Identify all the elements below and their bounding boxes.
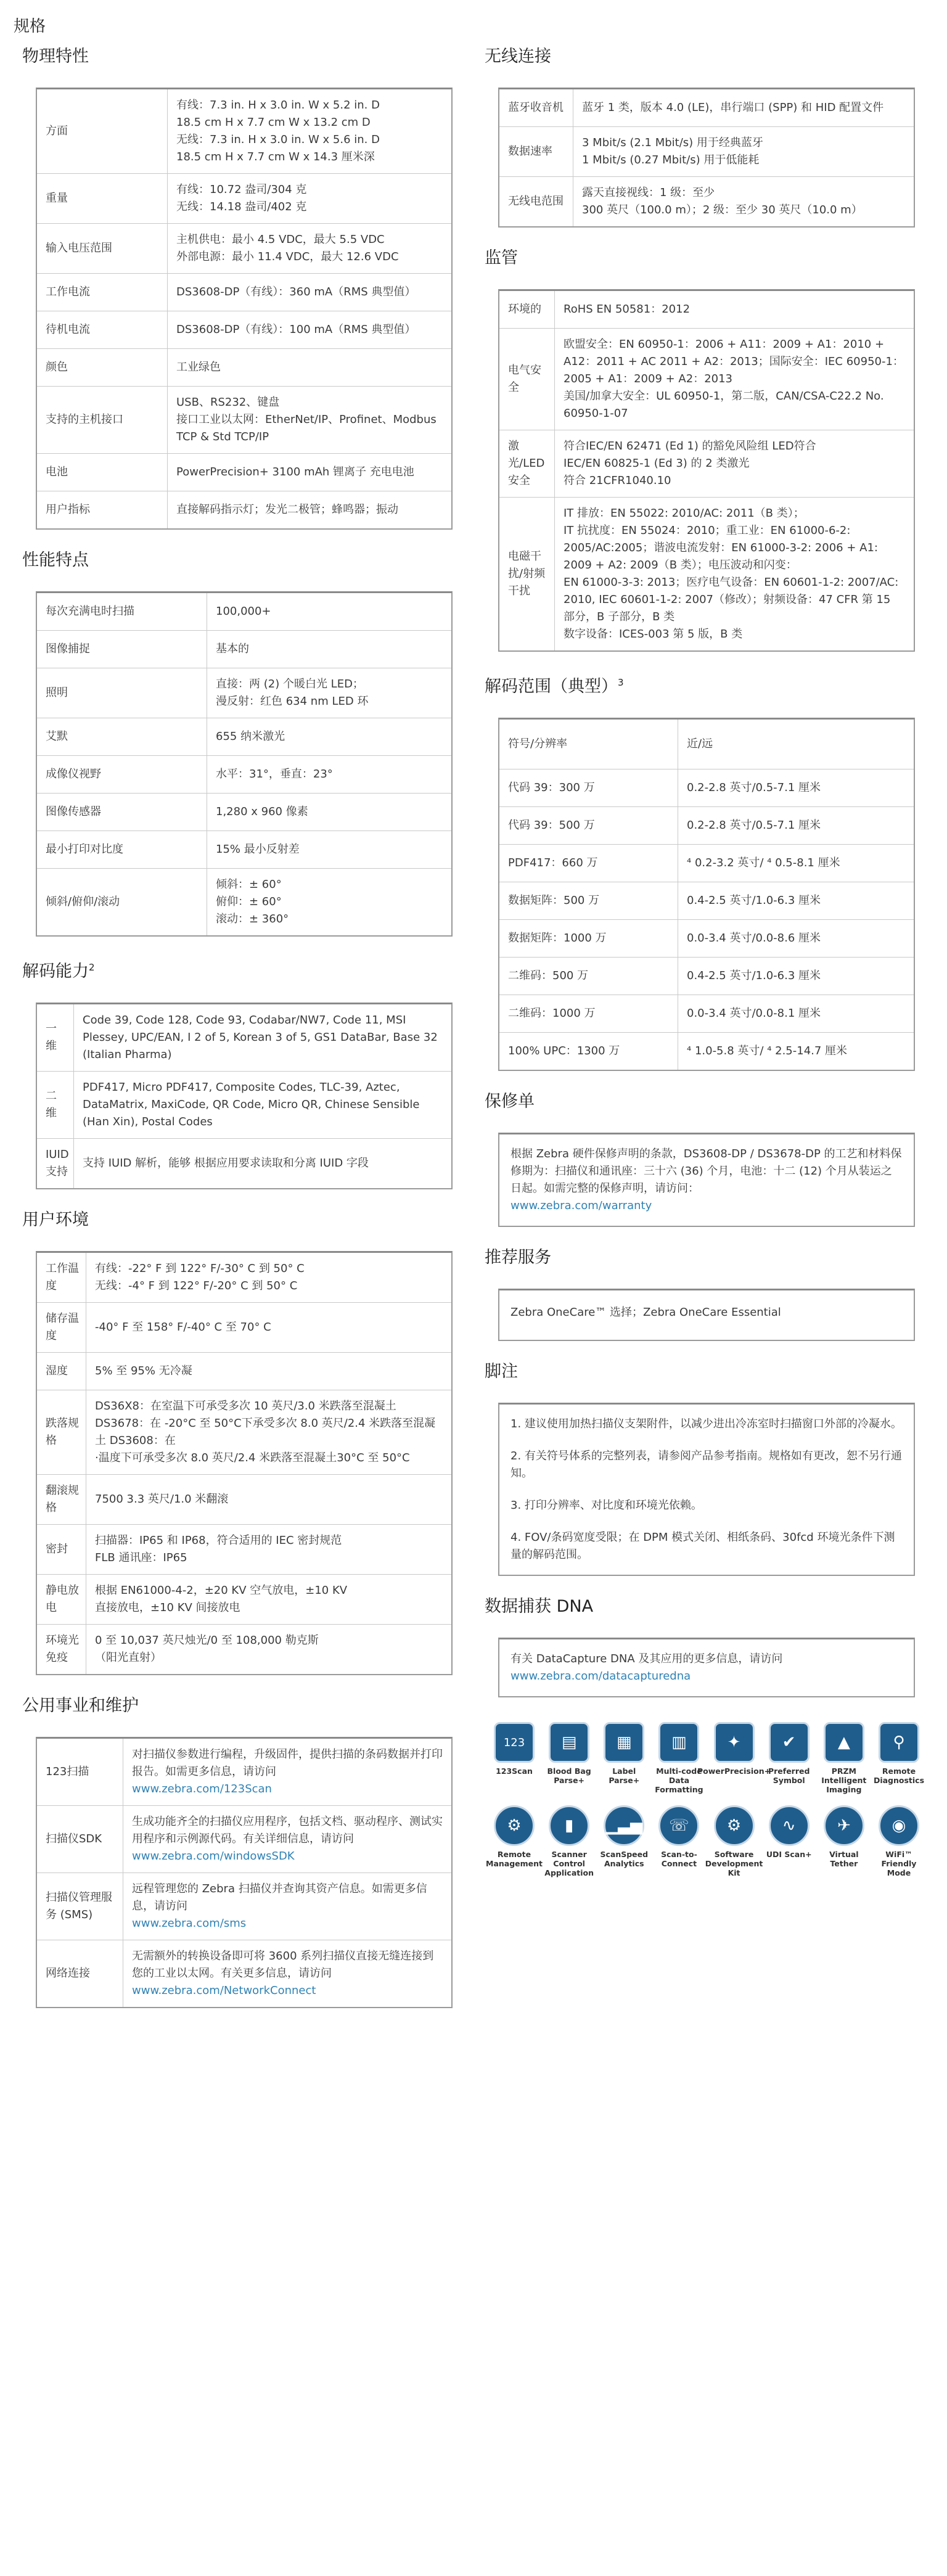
range-key: 100% UPC：1300 万 <box>499 1033 678 1070</box>
dna-feature-icon: ▁▃▅ <box>604 1805 644 1846</box>
performance-title: 性能特点 <box>22 551 89 570</box>
decode-value-text: PDF417, Micro PDF417, Composite Codes, TLC-39, Aztec, DataMatrix, MaxiCode, QR Code, Micro QR, Chinese Sensible (Han Xin), Postal Codes <box>83 1081 420 1128</box>
dna-icon-item[interactable] <box>546 1805 592 1877</box>
decode-table <box>36 1003 453 1189</box>
environment-value-text: 0 至 10,037 英尺烛光/0 至 108,000 勒克斯 （阳光直射） <box>95 1634 319 1664</box>
regulatory-value-text: 符合IEC/EN 62471 (Ed 1) 的豁免风险组 LED符合 IEC/EN 60825-1 (Ed 3) 的 2 类激光 符合 21CFR1040.10 <box>564 440 816 487</box>
performance-value-text: 15% 最小反射差 <box>216 843 300 856</box>
regulatory-value-text: 欧盟安全：EN 60950-1：2006 + A11：2009 + A1：2010 + A12：2011 + AC 2011 + A2：2013；国际安全：IEC 60950-1：2005 + A1：2009 + A2：2013 美国/加拿大安全：UL 60950-1，第二版，CAN/CSA-C22.2 No. 60950-1-07 <box>564 338 904 420</box>
physical-value-text: 有线：10.72 盎司/304 克 无线：14.18 盎司/402 克 <box>176 183 307 213</box>
physical-table <box>36 88 453 530</box>
physical-row <box>37 454 451 491</box>
dna-icon-item[interactable] <box>873 1722 925 1794</box>
decode-title-text: 解码能力 <box>22 962 89 981</box>
environment-value-text: 有线：-22° F 到 122° F/-30° C 到 50° C 无线：-4° F 到 122° F/-20° C 到 50° C <box>95 1262 305 1292</box>
services-text: Zebra OneCare™ 选择；Zebra OneCare Essential <box>510 1306 781 1319</box>
dna-feature-icon: ✔ <box>769 1722 810 1763</box>
wireless-key: 蓝牙收音机 <box>499 89 573 126</box>
physical-value-text: PowerPrecision+ 3100 mAh 锂离子 充电电池 <box>176 466 414 478</box>
utility-link[interactable]: www.zebra.com/windowsSDK <box>132 1850 295 1863</box>
dna-feature-icon: ◉ <box>879 1805 919 1846</box>
performance-key: 照明 <box>37 668 207 718</box>
environment-value <box>86 1390 451 1474</box>
dna-icon-row-2 <box>486 1805 922 1877</box>
range-table <box>498 718 915 1071</box>
dna-icon-item[interactable] <box>766 1805 813 1877</box>
dna-icon-item[interactable] <box>766 1722 813 1794</box>
performance-key: 倾斜/俯仰/滚动 <box>37 869 207 935</box>
physical-row <box>37 224 451 274</box>
performance-value <box>207 593 451 630</box>
dna-icon-label: 123Scan <box>496 1766 533 1776</box>
dna-icon-label: Preferred Symbol <box>768 1766 810 1785</box>
dna-feature-icon: ⚙ <box>714 1805 755 1846</box>
range-value-text: 0.0-3.4 英寸/0.0-8.6 厘米 <box>687 932 821 945</box>
environment-key: 静电放电 <box>37 1575 86 1624</box>
environment-value <box>86 1575 451 1624</box>
wireless-table <box>498 88 915 228</box>
utility-key: 扫描仪管理服务 (SMS) <box>37 1873 123 1940</box>
utility-row <box>37 1806 451 1873</box>
performance-row <box>37 869 451 935</box>
dna-icon-row-1 <box>491 1722 925 1794</box>
range-value <box>678 1033 914 1070</box>
physical-value <box>168 89 451 173</box>
environment-value <box>86 1253 451 1302</box>
physical-value <box>168 224 451 273</box>
range-value <box>678 920 914 957</box>
dna-icon-item[interactable] <box>601 1722 647 1794</box>
dna-feature-icon: ▲ <box>824 1722 864 1763</box>
performance-key: 成像仪视野 <box>37 756 207 793</box>
regulatory-value <box>555 291 914 328</box>
utility-key: 123扫描 <box>37 1739 123 1805</box>
performance-key: 最小打印对比度 <box>37 831 207 868</box>
utility-value <box>123 1873 451 1940</box>
dna-feature-icon: ✦ <box>714 1722 755 1763</box>
physical-value <box>168 311 451 348</box>
range-value <box>678 769 914 806</box>
environment-value-text: 7500 3.3 英尺/1.0 米翻滚 <box>95 1493 229 1506</box>
dna-icon-label: Multi-code Data Formatting <box>655 1766 703 1794</box>
performance-row <box>37 794 451 831</box>
dna-link[interactable]: www.zebra.com/datacapturedna <box>510 1670 691 1683</box>
range-footnote-ref: 3 <box>618 677 624 688</box>
performance-value <box>207 831 451 868</box>
environment-title: 用户环境 <box>22 1210 89 1229</box>
decode-value <box>74 1004 451 1071</box>
decode-value <box>74 1072 451 1138</box>
utility-value-text: 生成功能齐全的扫描仪应用程序，包括文档、驱动程序、测试实用程序和示例源代码。有关详细信息，请访问 <box>132 1815 443 1845</box>
dna-icon-item[interactable] <box>655 1805 702 1877</box>
physical-key: 颜色 <box>37 349 168 386</box>
performance-key: 图像捕捉 <box>37 631 207 668</box>
decode-title <box>22 955 461 984</box>
dna-icon-label: Software Development Kit <box>705 1850 763 1877</box>
regulatory-key: 电气安全 <box>499 329 555 430</box>
environment-key: 环境光免疫 <box>37 1625 86 1674</box>
utility-title: 公用事业和维护 <box>22 1696 139 1715</box>
physical-value <box>168 387 451 453</box>
environment-value-text: -40° F 至 158° F/-40° C 至 70° C <box>95 1321 271 1334</box>
dna-icon-label: Remote Diagnostics <box>873 1766 925 1785</box>
dna-feature-icon: ⚙ <box>494 1805 535 1846</box>
decode-key: 一维 <box>37 1004 74 1071</box>
page-title: 规格 <box>14 17 46 36</box>
footnote-2: 2. 有关符号体系的完整列表，请参阅产品参考指南。规格如有更改，恕不另行通知。 <box>510 1450 902 1480</box>
regulatory-value <box>555 329 914 430</box>
environment-key: 储存温度 <box>37 1303 86 1352</box>
environment-table <box>36 1251 453 1675</box>
utility-row <box>37 1873 451 1940</box>
dna-icon-item[interactable] <box>697 1722 771 1794</box>
range-key: 代码 39：500 万 <box>499 807 678 844</box>
footnote-4: 4. FOV/条码宽度受限；在 DPM 模式关闭、相纸条码、30fcd 环境光条件下测量的解码范围。 <box>510 1531 895 1561</box>
warranty-text: 根据 Zebra 硬件保修声明的条款，DS3608-DP / DS3678-DP 的工艺和材料保修期为：扫描仪和通讯座：三十六 (36) 个月，电池：十二 (12) 个月从装运之日起。如需完整的保修声明，请访问： <box>510 1147 902 1195</box>
dna-icon-item[interactable] <box>821 1805 867 1877</box>
range-row <box>499 995 914 1033</box>
performance-row <box>37 593 451 631</box>
environment-key: 翻滚规格 <box>37 1475 86 1524</box>
range-value <box>678 995 914 1032</box>
range-key: 二维码：500 万 <box>499 958 678 995</box>
regulatory-title: 监管 <box>485 248 518 268</box>
wireless-value <box>573 177 914 226</box>
physical-key: 待机电流 <box>37 311 168 348</box>
decode-row <box>37 1072 451 1139</box>
performance-value <box>207 718 451 755</box>
wireless-key: 无线电范围 <box>499 177 573 226</box>
utility-value <box>123 1739 451 1805</box>
footnote-3: 3. 打印分辨率、对比度和环境光依赖。 <box>510 1499 702 1512</box>
environment-value <box>86 1625 451 1674</box>
utility-row <box>37 1940 451 2007</box>
dna-icon-item[interactable] <box>601 1805 647 1877</box>
regulatory-value <box>555 430 914 497</box>
right-column <box>485 44 924 1889</box>
physical-value-text: 有线：7.3 in. H x 3.0 in. W x 5.2 in. D 18.5 cm H x 7.7 cm W x 13.2 cm D 无线：7.3 in. H x 3.0 in. W x 5.6 in. D 18.5 cm H x 7.7 cm W x 14.3 厘米深 <box>176 99 380 163</box>
dna-feature-icon: ∿ <box>769 1805 810 1846</box>
performance-key: 每次充满电时扫描 <box>37 593 207 630</box>
dna-feature-icon: ☏ <box>658 1805 699 1846</box>
regulatory-row <box>499 498 914 650</box>
range-row <box>499 920 914 958</box>
utility-value <box>123 1806 451 1873</box>
range-row <box>499 882 914 920</box>
range-row <box>499 1033 914 1070</box>
decode-value-text: Code 39, Code 128, Code 93, Codabar/NW7, Code 11, MSI Plessey, UPC/EAN, I 2 of 5, Korean 3 of 5, GS1 DataBar, Base 32 (Italian Pharma) <box>83 1014 438 1061</box>
environment-row <box>37 1525 451 1575</box>
dna-icons <box>486 1722 925 1877</box>
utility-value-text: 对扫描仪参数进行编程，升级固件，提供扫描的条码数据并打印报告。如需更多信息，请访问 <box>132 1748 443 1778</box>
dna-feature-icon: ⚲ <box>879 1722 919 1763</box>
physical-value <box>168 349 451 386</box>
dna-icon-label: Remote Management <box>486 1850 543 1868</box>
dna-icon-item[interactable] <box>546 1722 592 1794</box>
physical-value <box>168 274 451 311</box>
physical-value <box>168 174 451 223</box>
footnotes-title: 脚注 <box>485 1362 518 1381</box>
regulatory-row <box>499 430 914 498</box>
wireless-value <box>573 127 914 176</box>
environment-value <box>86 1353 451 1390</box>
wireless-row <box>499 177 914 226</box>
regulatory-value <box>555 498 914 650</box>
dna-icon-item[interactable] <box>486 1805 543 1877</box>
regulatory-row <box>499 329 914 430</box>
physical-key: 用户指标 <box>37 491 168 528</box>
utility-table <box>36 1737 453 2008</box>
dna-text: 有关 DataCapture DNA 及其应用的更多信息，请访问 <box>510 1652 783 1665</box>
wireless-value-text: 蓝牙 1 类，版本 4.0 (LE)，串行端口 (SPP) 和 HID 配置文件 <box>582 101 884 114</box>
range-value-text: 0.4-2.5 英寸/1.0-6.3 厘米 <box>687 894 821 907</box>
dna-icon-label: Scanner Control Application <box>544 1850 594 1877</box>
dna-icon-label: PowerPrecision+ <box>697 1766 771 1776</box>
environment-key: 密封 <box>37 1525 86 1574</box>
dna-icon-item[interactable] <box>705 1805 763 1877</box>
physical-value-text: 主机供电：最小 4.5 VDC，最大 5.5 VDC 外部电源：最小 11.4 VDC，最大 12.6 VDC <box>176 233 399 263</box>
physical-row <box>37 349 451 387</box>
utility-key: 扫描仪SDK <box>37 1806 123 1873</box>
physical-row <box>37 387 451 454</box>
range-title <box>485 670 924 699</box>
environment-value-text: 根据 EN61000-4-2，±20 KV 空气放电，±10 KV 直接放电，±10 KV 间接放电 <box>95 1584 348 1614</box>
performance-value-text: 1,280 x 960 像素 <box>216 805 308 818</box>
range-value <box>678 807 914 844</box>
performance-row <box>37 831 451 869</box>
utility-link[interactable]: www.zebra.com/123Scan <box>132 1782 272 1795</box>
performance-value <box>207 631 451 668</box>
physical-title: 物理特性 <box>22 47 89 66</box>
decode-row <box>37 1004 451 1072</box>
environment-value-text: DS36X8：在室温下可承受多次 10 英尺/3.0 米跌落至混凝土 DS3678：在 -20°C 至 50°C下承受多次 8.0 英尺/2.4 米跌落至混凝土 DS3608：在 ·温度下可承受多次 8.0 英尺/2.4 米跌落至混凝土30°C 至 50°C <box>95 1400 436 1464</box>
environment-value <box>86 1475 451 1524</box>
regulatory-key: 激光/LED 安全 <box>499 430 555 497</box>
range-key: 代码 39：300 万 <box>499 769 678 806</box>
physical-row <box>37 274 451 311</box>
range-row <box>499 807 914 845</box>
physical-value <box>168 454 451 491</box>
regulatory-key: 环境的 <box>499 291 555 328</box>
footnotes-box <box>498 1403 915 1576</box>
regulatory-row <box>499 291 914 329</box>
performance-table <box>36 591 453 937</box>
range-value <box>678 845 914 882</box>
dna-feature-icon: ▮ <box>549 1805 589 1846</box>
utility-value-text: 无需额外的转换设备即可将 3600 系列扫描仪直接无缝连接到您的工业以太网。有关更多信息，请访问 <box>132 1950 434 1980</box>
decode-footnote-ref: 2 <box>89 962 95 973</box>
range-header-row <box>499 720 914 769</box>
range-row <box>499 958 914 995</box>
dna-feature-icon: ▦ <box>604 1722 644 1763</box>
environment-row <box>37 1625 451 1674</box>
range-key: 数据矩阵：1000 万 <box>499 920 678 957</box>
regulatory-table <box>498 289 915 652</box>
dna-box <box>498 1638 915 1697</box>
dna-icon-label: ScanSpeed Analytics <box>600 1850 649 1868</box>
physical-row <box>37 491 451 528</box>
performance-value-text: 655 纳米激光 <box>216 730 285 743</box>
dna-title: 数据捕获 DNA <box>485 1597 594 1616</box>
decode-value-text: 支持 IUID 解析，能够 根据应用要求读取和分离 IUID 字段 <box>83 1157 369 1170</box>
performance-value-text: 100,000+ <box>216 605 271 618</box>
wireless-row <box>499 127 914 177</box>
environment-key: 跌落规格 <box>37 1390 86 1474</box>
utility-link[interactable]: www.zebra.com/sms <box>132 1917 247 1930</box>
range-title-text: 解码范围（典型） <box>485 677 618 696</box>
performance-value-text: 直接：两 (2) 个暖白光 LED； 漫反射：红色 634 nm LED 环 <box>216 678 369 708</box>
physical-key: 电池 <box>37 454 168 491</box>
physical-value <box>168 491 451 528</box>
warranty-box <box>498 1133 915 1227</box>
performance-value <box>207 756 451 793</box>
environment-key: 工作温度 <box>37 1253 86 1302</box>
range-header-value: 近/远 <box>687 737 713 750</box>
wireless-value-text: 3 Mbit/s (2.1 Mbit/s) 用于经典蓝牙 1 Mbit/s (0.27 Mbit/s) 用于低能耗 <box>582 136 763 166</box>
range-value-text: ⁴ 0.2-3.2 英寸/ ⁴ 0.5-8.1 厘米 <box>687 856 840 869</box>
wireless-key: 数据速率 <box>499 127 573 176</box>
performance-key: 图像传感器 <box>37 794 207 831</box>
dna-icon-label: PRZM Intelligent Imaging <box>821 1766 867 1794</box>
environment-value <box>86 1303 451 1352</box>
physical-key: 工作电流 <box>37 274 168 311</box>
performance-value-text: 倾斜：± 60° 俯仰：± 60° 滚动：± 360° <box>216 878 289 925</box>
performance-key: 艾默 <box>37 718 207 755</box>
regulatory-value-text: IT 排放：EN 55022: 2010/AC: 2011（B 类）； IT 抗扰度：EN 55024：2010；重工业：EN 61000-6-2: 2005/AC:2005；谐波电流发射：EN 61000-3-2: 2006 + A1: 2009 + A2: 2009（B 类）；电压波动和闪变： EN 61000-3-3: 2013；医疗电气设备：EN 60601-1-2: 2007/AC: 2010, IEC 60601-1-2: 2007（修改）；射频设备：47 CFR 第 15 部分，B 子部分，B 类 数字设备：ICES-003 第 5 版，B 类 <box>564 507 899 641</box>
physical-value-text: DS3608-DP（有线）：360 mA（RMS 典型值） <box>176 285 416 298</box>
decode-key: IUID 支持 <box>37 1139 74 1188</box>
wireless-row <box>499 89 914 127</box>
dna-feature-icon: ▥ <box>658 1722 699 1763</box>
range-key: 数据矩阵：500 万 <box>499 882 678 919</box>
warranty-link[interactable]: www.zebra.com/warranty <box>510 1199 652 1212</box>
range-value-text: 0.2-2.8 英寸/0.5-7.1 厘米 <box>687 781 821 794</box>
physical-value-text: DS3608-DP（有线）：100 mA（RMS 典型值） <box>176 323 416 336</box>
footnote-1: 1. 建议使用加热扫描仪支架附件，以减少进出冷冻室时扫描窗口外部的冷凝水。 <box>510 1417 902 1430</box>
range-value-text: ⁴ 1.0-5.8 英寸/ ⁴ 2.5-14.7 厘米 <box>687 1044 848 1057</box>
dna-icon-label: Virtual Tether <box>829 1850 859 1868</box>
left-column <box>22 44 461 2027</box>
performance-row <box>37 756 451 794</box>
performance-value-text: 水平：31°，垂直：23° <box>216 768 333 781</box>
environment-row <box>37 1475 451 1525</box>
physical-key: 重量 <box>37 174 168 223</box>
physical-key: 支持的主机接口 <box>37 387 168 453</box>
range-value-text: 0.2-2.8 英寸/0.5-7.1 厘米 <box>687 819 821 832</box>
range-key: PDF417：660 万 <box>499 845 678 882</box>
physical-row <box>37 311 451 349</box>
range-header-key: 符号/分辨率 <box>499 720 678 769</box>
utility-link[interactable]: www.zebra.com/NetworkConnect <box>132 1984 316 1997</box>
physical-value-text: 直接解码指示灯；发光二极管；蜂鸣器；振动 <box>176 503 398 516</box>
decode-value <box>74 1139 451 1188</box>
dna-icon-label: WiFi™ Friendly Mode <box>881 1850 917 1877</box>
performance-value <box>207 869 451 935</box>
services-box <box>498 1289 915 1341</box>
environment-value-text: 5% 至 95% 无冷凝 <box>95 1364 192 1377</box>
utility-key: 网络连接 <box>37 1940 123 2007</box>
warranty-title: 保修单 <box>485 1092 535 1111</box>
environment-row <box>37 1253 451 1303</box>
range-key: 二维码：1000 万 <box>499 995 678 1032</box>
wireless-value <box>573 89 914 126</box>
performance-row <box>37 668 451 718</box>
wireless-title: 无线连接 <box>485 47 551 66</box>
range-value-text: 0.0-3.4 英寸/0.0-8.1 厘米 <box>687 1007 821 1020</box>
range-row <box>499 845 914 882</box>
range-value-text: 0.4-2.5 英寸/1.0-6.3 厘米 <box>687 969 821 982</box>
utility-value <box>123 1940 451 2007</box>
regulatory-value-text: RoHS EN 50581：2012 <box>564 303 691 316</box>
dna-icon-label: Label Parse+ <box>609 1766 640 1785</box>
wireless-value-text: 露天直接视线：1 级：至少 300 英尺（100.0 m）；2 级：至少 30 英尺（10.0 m） <box>582 186 863 216</box>
physical-key: 输入电压范围 <box>37 224 168 273</box>
range-row <box>499 769 914 807</box>
dna-feature-icon: ▤ <box>549 1722 589 1763</box>
physical-key: 方面 <box>37 89 168 173</box>
performance-row <box>37 631 451 668</box>
dna-icon-item[interactable] <box>821 1722 867 1794</box>
dna-feature-icon: 123 <box>494 1722 535 1763</box>
range-value <box>678 882 914 919</box>
dna-icon-item[interactable] <box>491 1722 538 1794</box>
decode-key: 二维 <box>37 1072 74 1138</box>
environment-row <box>37 1303 451 1353</box>
environment-key: 湿度 <box>37 1353 86 1390</box>
physical-value-text: 工业绿色 <box>176 361 221 374</box>
environment-value <box>86 1525 451 1574</box>
dna-icon-item[interactable] <box>875 1805 922 1877</box>
dna-feature-icon: ✈ <box>824 1805 864 1846</box>
physical-row <box>37 89 451 174</box>
environment-row <box>37 1353 451 1390</box>
environment-row <box>37 1575 451 1625</box>
regulatory-key: 电磁干扰/射频干扰 <box>499 498 555 650</box>
dna-icon-label: Blood Bag Parse+ <box>547 1766 591 1785</box>
environment-row <box>37 1390 451 1475</box>
dna-icon-label: Scan-to-Connect <box>661 1850 697 1868</box>
dna-icon-label: UDI Scan+ <box>766 1850 812 1859</box>
performance-value <box>207 794 451 831</box>
performance-value-text: 基本的 <box>216 642 249 655</box>
performance-row <box>37 718 451 756</box>
dna-icon-item[interactable] <box>655 1722 702 1794</box>
decode-row <box>37 1139 451 1188</box>
range-value <box>678 958 914 995</box>
performance-value <box>207 668 451 718</box>
physical-value-text: USB、RS232、键盘 接口工业以太网：EtherNet/IP、Profinet、Modbus TCP & Std TCP/IP <box>176 396 437 443</box>
services-title: 推荐服务 <box>485 1248 551 1267</box>
physical-row <box>37 174 451 224</box>
environment-value-text: 扫描器：IP65 和 IP68，符合适用的 IEC 密封规范 FLB 通讯座：IP65 <box>95 1534 342 1564</box>
utility-value-text: 远程管理您的 Zebra 扫描仪并查询其资产信息。如需更多信息，请访问 <box>132 1882 427 1913</box>
utility-row <box>37 1739 451 1806</box>
